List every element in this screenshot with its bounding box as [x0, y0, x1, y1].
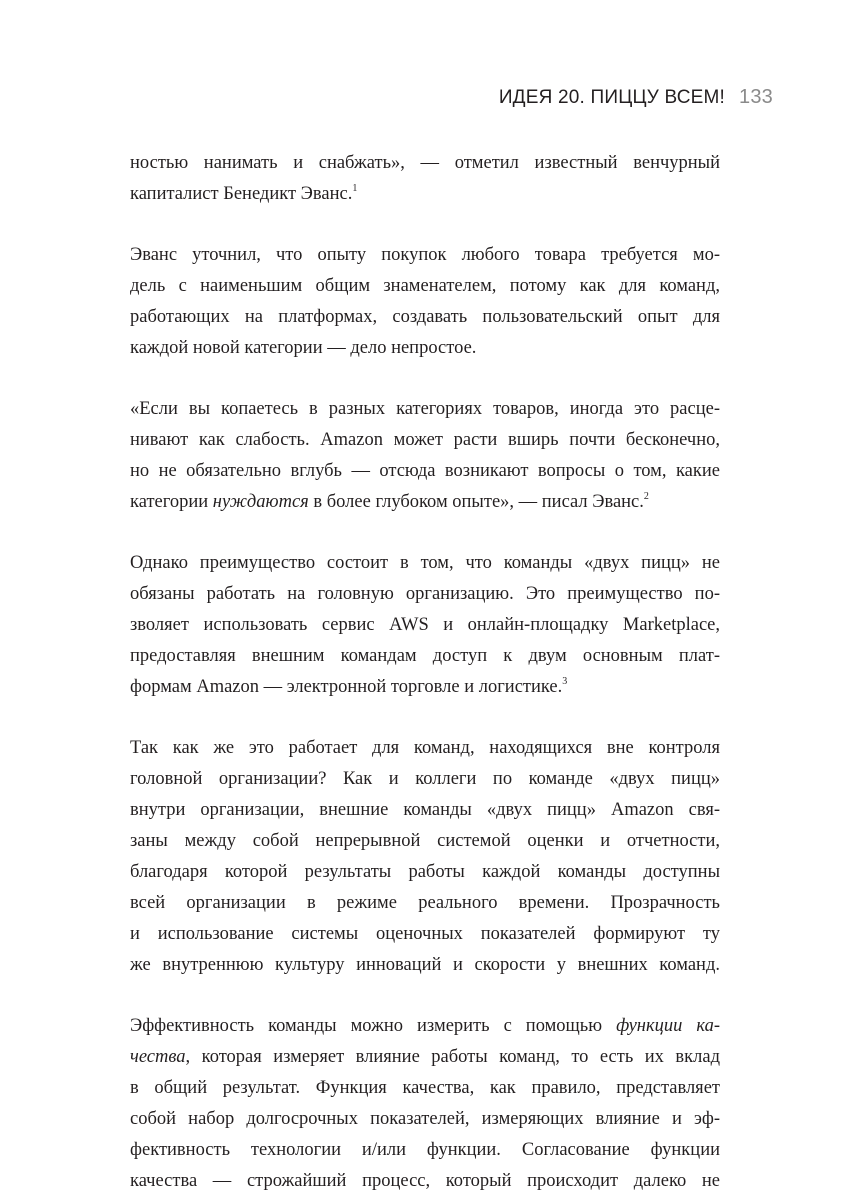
italic-run: чества [130, 1047, 186, 1067]
text-run: категории [130, 492, 213, 512]
italic-run: нуждаются [212, 492, 309, 512]
text-line [130, 826, 720, 857]
page-number: 133 [739, 86, 773, 108]
text-run: всей организации в режиме реального времени. Прозрачность [130, 893, 720, 913]
paragraph-1 [130, 148, 720, 210]
paragraph-6 [130, 1011, 720, 1197]
text-line [130, 1042, 720, 1073]
text-line [130, 610, 720, 641]
text-line [130, 857, 720, 888]
paragraph-2 [130, 240, 720, 364]
paragraph-gap [130, 703, 720, 733]
text-run: головной организации? Как и коллеги по команде «двух пицц» [130, 769, 720, 789]
paragraph-gap [130, 210, 720, 240]
chapter-title: ИДЕЯ 20. ПИЦЦУ ВСЕМ! [498, 87, 726, 108]
text-run: зволяет использовать сервис AWS и онлайн-площадку Marketplace, [130, 615, 720, 635]
text-line [130, 888, 720, 919]
text-line [130, 795, 720, 826]
text-run: собой набор долгосрочных показателей, измеряющих влияние и эф- [130, 1109, 720, 1129]
paragraph-gap [130, 518, 720, 548]
text-run: Эффективность команды можно измерить с помощью [130, 1016, 617, 1036]
footnote-ref: 1 [352, 183, 358, 194]
text-run: «Если вы копаетесь в разных категориях товаров, иногда это расце- [130, 399, 720, 419]
text-line [130, 579, 720, 610]
text-run: ностью нанимать и снабжать», — отметил известный венчурный [130, 153, 720, 173]
text-line [130, 733, 720, 764]
text-run: Так как же это работает для команд, находящихся вне контроля [130, 738, 720, 758]
text-run: же внутреннюю культуру инноваций и скорости у внешних команд. [130, 955, 720, 975]
text-line [130, 148, 720, 179]
text-run: предоставляя внешним командам доступ к двум основным плат- [130, 646, 720, 666]
text-line [130, 919, 720, 950]
text-line [130, 333, 720, 364]
footnote-ref: 3 [562, 676, 568, 687]
text-line [130, 271, 720, 302]
text-run: в общий результат. Функция качества, как правило, представляет [130, 1078, 720, 1098]
text-line [130, 394, 720, 425]
text-line [130, 1104, 720, 1135]
text-line [130, 672, 720, 703]
text-line [130, 240, 720, 271]
text-run: качества — строжайший процесс, который происходит далеко не [130, 1171, 720, 1191]
text-run: благодаря которой результаты работы каждой команды доступны [130, 862, 720, 882]
text-line [130, 179, 720, 210]
text-line [130, 302, 720, 333]
text-run: заны между собой непрерывной системой оценки и отчетности, [130, 831, 720, 851]
text-line [130, 456, 720, 487]
text-run: капиталист Бенедикт Эванс. [130, 184, 353, 204]
text-line [130, 950, 720, 981]
footnote-ref: 2 [643, 491, 649, 502]
paragraph-4 [130, 548, 720, 703]
text-run: формам Amazon — электронной торговле и логистике. [130, 677, 563, 697]
body-text [130, 148, 720, 1197]
text-line [130, 1073, 720, 1104]
text-line [130, 1166, 720, 1197]
text-run: , которая измеряет влияние работы команд, то есть их вклад [185, 1047, 720, 1067]
text-run: нивают как слабость. Amazon может расти вширь почти бесконечно, [130, 430, 720, 450]
text-line [130, 425, 720, 456]
text-run: фективность технологии и/или функции. Согласование функции [130, 1140, 720, 1160]
paragraph-gap [130, 981, 720, 1011]
text-run: работающих на платформах, создавать пользовательский опыт для [130, 307, 720, 327]
text-run: и использование системы оценочных показателей формируют ту [130, 924, 720, 944]
text-line [130, 1011, 720, 1042]
text-run: Эванс уточнил, что опыту покупок любого товара требуется мо- [130, 245, 720, 265]
text-line [130, 487, 720, 518]
text-run: в более глубоком опыте», — писал Эванс. [308, 492, 644, 512]
text-run: но не обязательно вглубь — отсюда возникают вопросы о том, какие [130, 461, 720, 481]
text-run: Однако преимущество состоит в том, что команды «двух пицц» не [130, 553, 720, 573]
text-run: внутри организации, внешние команды «двух пицц» Amazon свя- [130, 800, 720, 820]
text-line [130, 764, 720, 795]
text-line [130, 641, 720, 672]
paragraph-5 [130, 733, 720, 981]
text-line [130, 1135, 720, 1166]
text-run: каждой новой категории — дело непростое. [130, 338, 477, 358]
running-header [499, 86, 773, 109]
paragraph-gap [130, 364, 720, 394]
text-run: обязаны работать на головную организацию. Это преимущество по- [130, 584, 720, 604]
italic-run: функции ка- [616, 1016, 721, 1036]
text-line [130, 548, 720, 579]
text-run: дель с наименьшим общим знаменателем, потому как для команд, [130, 276, 720, 296]
paragraph-3 [130, 394, 720, 518]
